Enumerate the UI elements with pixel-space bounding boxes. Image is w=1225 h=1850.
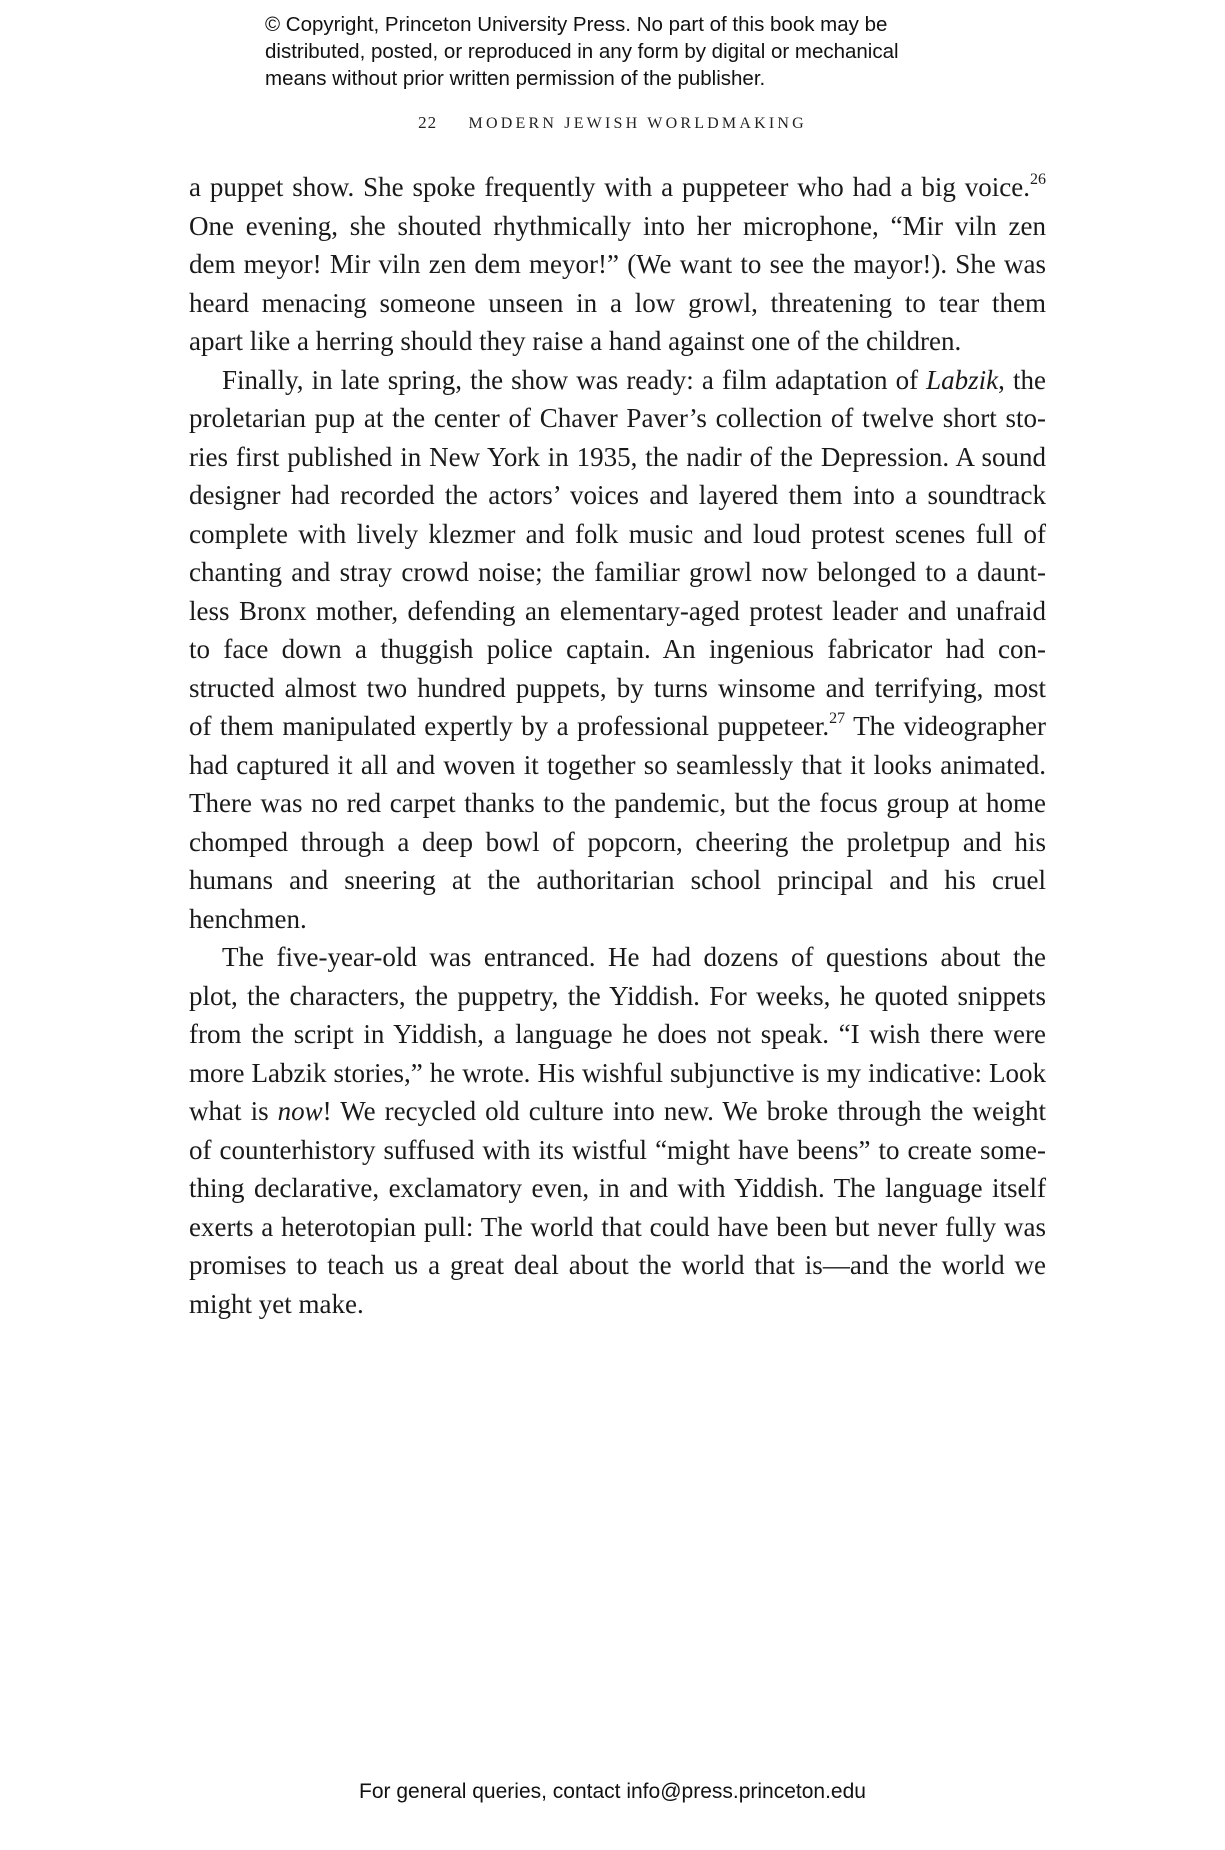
text-line: thing declarative, exclamatory even, in and with Yiddish. The language itself — [189, 1173, 1046, 1203]
footer-contact: For general queries, contact info@press.princeton.edu — [359, 1780, 866, 1803]
text-line: plot, the characters, the puppetry, the Yiddish. For weeks, he quoted snippets — [189, 980, 1046, 1011]
text-line: exerts a heterotopian pull: The world that could have been but never fully was — [189, 1211, 1046, 1242]
text-line: from the script in Yiddish, a language he does not speak. “I wish there were — [189, 1019, 1046, 1049]
page-number: 22 — [418, 113, 438, 132]
text-line: proletarian pup at the center of Chaver Paver’s collection of twelve short sto- — [189, 403, 1046, 433]
text-run: Finally, in late spring, the show was ready: a film adaptation of — [222, 364, 927, 395]
text-line — [189, 168, 1046, 207]
text-line: might yet make. — [189, 1288, 364, 1319]
text-line: chanting and stray crowd noise; the familiar growl now belonged to a daunt- — [189, 557, 1046, 587]
text-line: to face down a thuggish police captain. An ingenious fabricator had con- — [189, 634, 1046, 664]
text-line: One evening, she shouted rhythmically into her microphone, “Mir viln zen — [189, 210, 1046, 241]
text-run: what is — [189, 1096, 278, 1126]
text-line: henchmen. — [189, 903, 307, 934]
copyright-line: distributed, posted, or reproduced in any form by digital or mechanical — [265, 40, 899, 63]
copyright-line: © Copyright, Princeton University Press. No part of this book may be — [265, 13, 888, 36]
text-line: The five-year-old was entranced. He had dozens of questions about the — [222, 942, 1046, 972]
text-line: designer had recorded the actors’ voices and layered them into a soundtrack — [189, 480, 1046, 510]
italic-title: Labzik — [926, 364, 999, 395]
text-line: promises to teach us a great deal about the world that is—and the world we — [189, 1250, 1046, 1280]
text-line: apart like a herring should they raise a hand against one of the children. — [189, 326, 962, 356]
text-run: , the — [998, 364, 1046, 395]
text-run: a puppet show. She spoke frequently with a puppeteer who had a big voice. — [189, 172, 1030, 202]
text-line: heard menacing someone unseen in a low growl, threatening to tear them — [189, 287, 1046, 318]
text-run: The videographer — [845, 711, 1046, 741]
copyright-line: means without prior written permission of the publisher. — [265, 67, 766, 90]
text-line — [189, 361, 1046, 400]
text-line: more Labzik stories,” he wrote. His wishful subjunctive is my indicative: Look — [189, 1057, 1046, 1088]
running-head — [0, 113, 1225, 133]
paragraph — [189, 168, 1046, 361]
copyright-notice — [265, 11, 985, 92]
text-line: ries first published in New York in 1935, the nadir of the Depression. A sound — [189, 441, 1046, 472]
running-head-title: MODERN JEWISH WORLDMAKING — [468, 115, 807, 132]
paragraph — [189, 361, 1046, 939]
footnote-ref-27[interactable]: 27 — [829, 710, 846, 727]
text-line: of counterhistory suffused with its wistful “might have beens” to create some- — [189, 1134, 1046, 1165]
footnote-ref-26[interactable]: 26 — [1030, 171, 1046, 188]
body-text — [189, 168, 1046, 1323]
text-run: of them manipulated expertly by a professional puppeteer. — [189, 711, 830, 741]
text-line — [189, 1092, 1046, 1131]
paragraph — [189, 938, 1046, 1323]
text-line: had captured it all and woven it together so seamlessly that it looks animated. — [189, 749, 1046, 780]
text-line: chomped through a deep bowl of popcorn, cheering the proletpup and his — [189, 826, 1046, 857]
text-line: complete with lively klezmer and folk music and loud protest scenes full of — [189, 518, 1046, 549]
text-run: ! We recycled old culture into new. We broke through the weight — [322, 1096, 1046, 1126]
text-line: less Bronx mother, defending an elementary-aged protest leader and unafraid — [189, 595, 1046, 626]
italic-word: now — [277, 1096, 323, 1126]
text-line — [189, 707, 1046, 746]
text-line: There was no red carpet thanks to the pandemic, but the focus group at home — [189, 788, 1046, 818]
text-line: structed almost two hundred puppets, by turns winsome and terrifying, most — [189, 672, 1046, 703]
text-line: dem meyor! Mir viln zen dem meyor!” (We want to see the mayor!). She was — [189, 249, 1046, 279]
text-line: humans and sneering at the authoritarian school principal and his cruel — [189, 865, 1046, 895]
